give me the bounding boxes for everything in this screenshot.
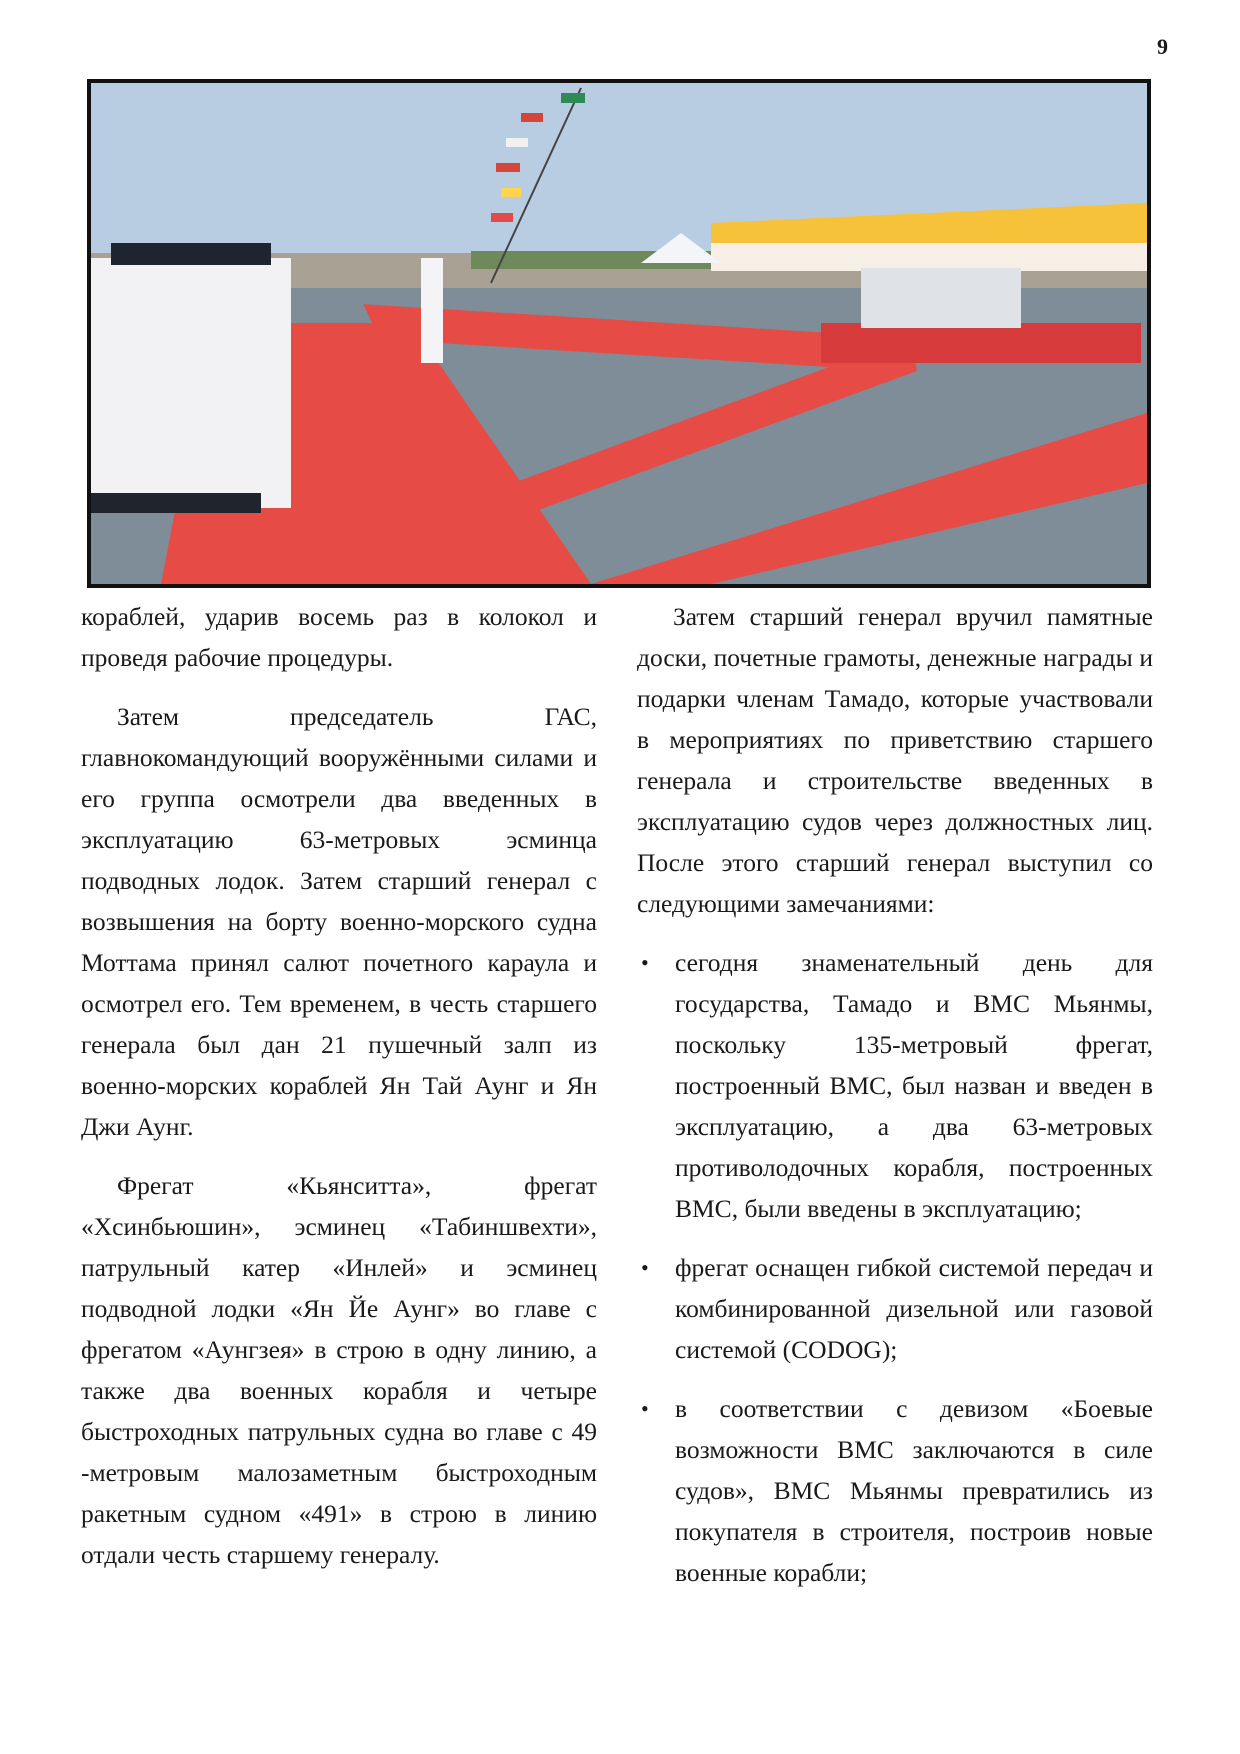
list-item-text: в соответствии с девизом «Боевые возможности ВМС заключаются в силе судов», ВМС Мьянмы превратились из покупателя в строителя, построив новые военные корабли;: [675, 1394, 1153, 1587]
bullet-icon: •: [641, 1255, 649, 1280]
ceremony-photo: [87, 79, 1151, 588]
list-item-text: фрегат оснащен гибкой системой передач и комбинированной дизельной или газовой системой (CODOG);: [675, 1253, 1153, 1364]
bullet-list: [637, 942, 1153, 1593]
list-item-text: сегодня знаменательный день для государства, Тамадо и ВМС Мьянмы, поскольку 135-метровый фрегат, построенный ВМС, был назван и введен в эксплуатацию, а два 63-метровых противолодочных корабля, построенных ВМС, были введены в эксплуатацию;: [675, 948, 1153, 1223]
list-item: [637, 942, 1153, 1229]
honor-guard: [91, 243, 291, 513]
bullet-icon: •: [641, 1396, 649, 1421]
paragraph: кораблей, ударив восемь раз в колокол и проведя рабочие процедуры.: [81, 602, 597, 672]
paragraph: Фрегат «Кьянситта», фрегат «Хсинбьюшин», эсминец «Табиншвехти», патрульный катер «Инлей» и эсминец подводной лодки «Ян Йе Аунг» во главе с фрегатом «Аунгзея» в строю в одну линию, а также два военных корабля и четыре быстроходных патрульных судна во главе с 49 -метровым малозаметным быстроходным ракетным судном «491» в строю в линию отдали честь старшему генералу.: [81, 1171, 597, 1569]
ceremony-photo-illustration: [91, 83, 1147, 584]
page-number: 9: [1157, 34, 1168, 59]
paragraph: Затем председатель ГАС, главнокомандующий вооружёнными силами и его группа осмотрели два введенных в эксплуатацию 63-метровых эсминца подводных лодок. Затем старший генерал с возвышения на борту военно-морского судна Моттама принял салют почетного караула и осмотрел его. Тем временем, в честь старшего генерала был дан 21 пушечный залп из военно-морских кораблей Ян Тай Аунг и Ян Джи Аунг.: [81, 702, 597, 1141]
bullet-icon: •: [641, 950, 649, 975]
officer-figure: [421, 258, 443, 363]
paragraph: Затем старший генерал вручил памятные доски, почетные грамоты, денежные награды и подарки членам Тамадо, которые участвовали в мероприятиях по приветствию старшего генерала и строительстве введенных в эксплуатацию судов через должностных лиц. После этого старший генерал выступил со следующими замечаниями:: [637, 602, 1153, 918]
list-item: [637, 1247, 1153, 1370]
left-column: [81, 596, 597, 1593]
list-item: [637, 1388, 1153, 1593]
right-column: [637, 596, 1153, 1611]
